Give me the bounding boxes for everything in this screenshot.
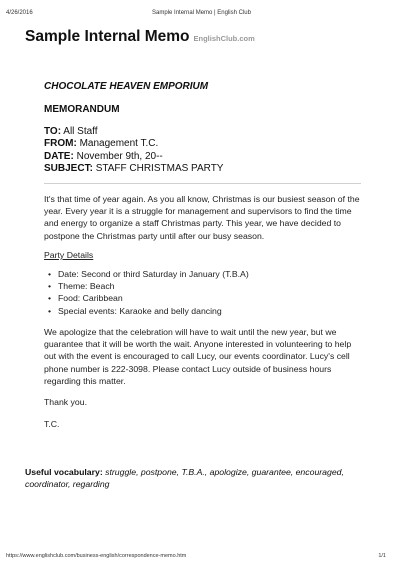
party-details-list	[44, 268, 249, 317]
print-page-title: Sample Internal Memo | English Club	[152, 10, 251, 16]
list-item: • Food: Caribbean	[44, 292, 249, 304]
vocab-words: struggle, postpone, T.B.A., apologize, guarantee, encouraged, coordinator, regarding	[25, 467, 344, 490]
page-title	[25, 28, 255, 46]
subject-value: STAFF CHRISTMAS PARTY	[95, 163, 224, 175]
party-details-heading: Party Details	[44, 250, 94, 260]
brand-link[interactable]: EnglishClub.com	[193, 34, 255, 43]
divider	[44, 183, 361, 184]
to-value: All Staff	[63, 126, 98, 137]
list-item: • Special events: Karaoke and belly dancing	[44, 305, 249, 317]
print-url: https://www.englishclub.com/business-english/correspondence-memo.htm	[6, 553, 187, 559]
from-line	[44, 138, 223, 150]
to-label: TO:	[44, 126, 62, 137]
memo-header-block	[44, 126, 223, 176]
signature: T.C.	[44, 419, 60, 429]
vocabulary-note	[25, 466, 370, 491]
from-label: FROM:	[44, 138, 77, 150]
from-value: Management T.C.	[79, 138, 159, 150]
memo-heading: MEMORANDUM	[44, 104, 120, 115]
page-title-text: Sample Internal Memo	[25, 28, 190, 45]
to-line	[44, 126, 223, 138]
subject-line	[44, 163, 223, 175]
list-item: • Theme: Beach	[44, 280, 249, 292]
vocab-label: Useful vocabulary:	[25, 467, 103, 477]
company-name: CHOCOLATE HEAVEN EMPORIUM	[44, 81, 209, 92]
date-line	[44, 151, 223, 163]
apology-paragraph: We apologize that the celebration will have to wait until the new year, but we guarantee that it will be worth the wait. Anyone interested in volunteering to help out with the event is encouraged to call Lucy, our events coordinator. Lucy's cell phone number is 222-3098. Please contact Lucy outside of business hours regarding this matter.	[44, 327, 352, 386]
print-date: 4/26/2016	[6, 10, 33, 16]
intro-paragraph: It's that time of year again. As you all know, Christmas is our busiest season of the year. Every year it is a struggle for management and supervisors to find the time and energy to organize a staff Christmas party. This year, we have decided to postpone the Christmas party until after our busy season.	[44, 194, 360, 241]
page-number: 1/1	[378, 553, 386, 559]
list-item: • Date: Second or third Saturday in January (T.B.A)	[44, 268, 249, 280]
closing-thanks: Thank you.	[44, 397, 87, 407]
date-value: November 9th, 20--	[76, 150, 163, 162]
subject-label: SUBJECT:	[44, 163, 93, 175]
date-label: DATE:	[44, 150, 74, 162]
